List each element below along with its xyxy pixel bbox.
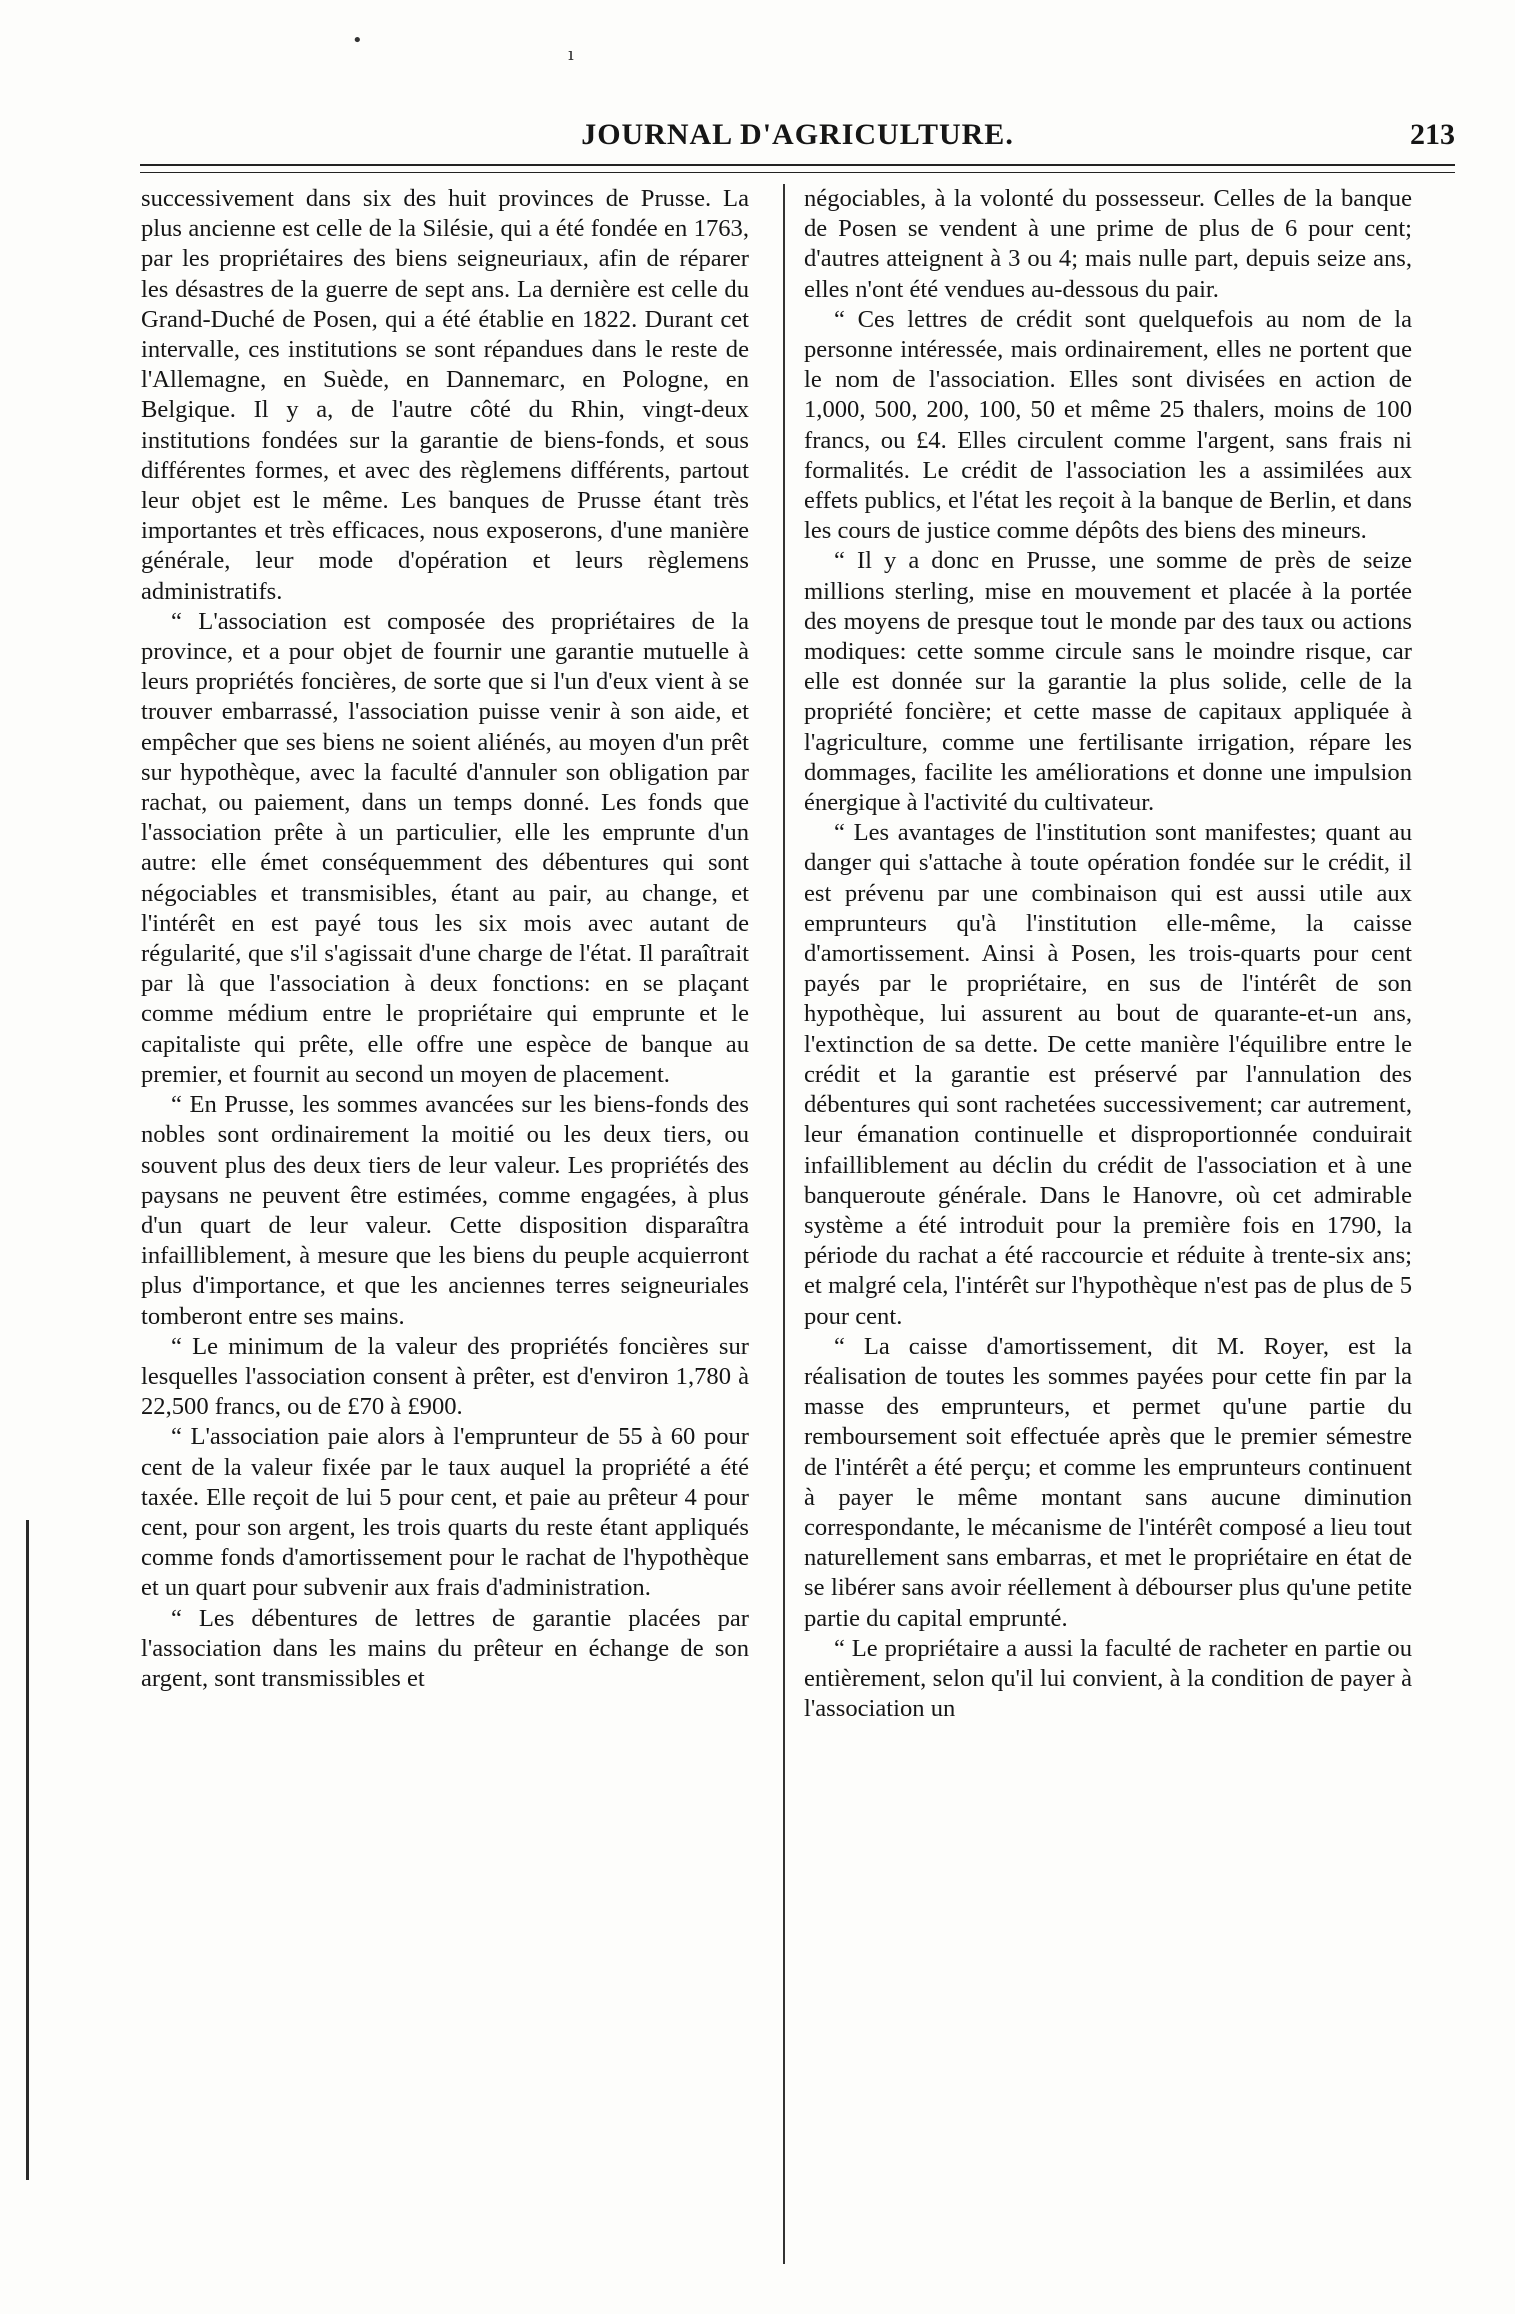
right-paragraph-2: “ Ces lettres de crédit sont quelquefois au nom de la personne intéressée, mais ordinairement, elles ne portent que le nom de l'association. Elles sont divisées en action de 1,000, 500, 200, 100, 50 et même 25 thalers, moins de 100 francs, ou £4. Elles circulent comme l'argent, sans frais ni formalités. Le crédit de l'association les a assimilées aux effets publics, et l'état les reçoit à la banque de Berlin, et dans les cours de justice comme dépôts des biens des mineurs.	[804, 305, 1412, 545]
left-paragraph-6: “ Les débentures de lettres de garantie placées par l'association dans les mains du prêteur en échange de son argent, sont transmissibles et	[141, 1604, 749, 1692]
page-number: 213	[1410, 118, 1455, 151]
header-rule-thin	[140, 172, 1455, 173]
right-paragraph-3: “ Il y a donc en Prusse, une somme de près de seize millions sterling, mise en mouvement et placée à la portée des moyens de presque tout le monde par des taux ou actions modiques: cette somme circule sans le moindre risque, car elle est donnée sur la garantie la plus solide, celle de la propriété foncière; et cette masse de capitaux appliquée à l'agriculture, comme une fertilisante irrigation, répare les dommages, facilite les améliorations et donne une impulsion énergique à l'activité du cultivateur.	[804, 547, 1412, 817]
right-paragraph-5: “ La caisse d'amortissement, dit M. Royer, est la réalisation de toutes les sommes payées pour cette fin par la masse des emprunteurs, et permet qu'une partie du remboursement soit effectuée après que le premier sémestre de l'intérêt a été perçu; et comme les emprunteurs continuent à payer le même montant sans aucune diminution correspondante, le mécanisme de l'intérêt composé a lieu tout naturellement sans embarras, et met le propriétaire en état de se libérer sans avoir réellement à débourser plus qu'une petite partie du capital emprunté.	[804, 1332, 1412, 1632]
column-divider	[783, 184, 785, 2264]
header-rule-thick	[140, 164, 1455, 166]
left-paragraph-4: “ Le minimum de la valeur des propriétés foncières sur lesquelles l'association consent à prêter, est d'environ 1,780 à 22,500 francs, ou de £70 à £900.	[141, 1332, 749, 1421]
ink-speck: ı	[568, 44, 574, 65]
left-paragraph-5: “ L'association paie alors à l'emprunteur de 55 à 60 pour cent de la valeur fixée par le taux auquel la propriété a été taxée. Elle reçoit de lui 5 pour cent, et paie au prêteur 4 pour cent, pour son argent, les trois quarts du reste étant appliqués comme fonds d'amortissement pour le rachat de l'hypothèque et un quart pour subvenir aux frais d'administration.	[141, 1423, 749, 1602]
left-paragraph-1: successivement dans six des huit provinces de Prusse. La plus ancienne est celle de la Silésie, qui a été fondée en 1763, par les propriétaires des biens seigneuriaux, afin de réparer les désastres de la guerre de sept ans. La dernière est celle du Grand-Duché de Posen, qui a été établie en 1822. Durant cet intervalle, ces institutions se sont répandues dans le reste de l'Allemagne, en Suède, en Dannemarc, en Pologne, en Belgique. Il y a, de l'autre côté du Rhin, vingt-deux institutions fondées sur la garantie de biens-fonds, et sous différentes formes, et avec des règlemens différents, partout leur objet est le même. Les banques de Prusse étant très importantes et très efficaces, nous exposerons, d'une manière générale, leur mode d'opération et leurs règlemens administratifs.	[141, 185, 749, 605]
right-paragraph-1: négociables, à la volonté du possesseur. Celles de la banque de Posen se vendent à une prime de plus de 6 pour cent; d'autres atteignent à 3 ou 4; mais nulle part, depuis seize ans, elles n'ont été vendues au-dessous du pair.	[804, 185, 1412, 303]
right-column	[804, 184, 1412, 1724]
journal-title: JOURNAL D'AGRICULTURE.	[581, 118, 1014, 151]
right-paragraph-6: “ Le propriétaire a aussi la faculté de racheter en partie ou entièrement, selon qu'il lui convient, à la condition de payer à l'association un	[804, 1634, 1412, 1723]
left-column	[141, 184, 749, 1694]
right-paragraph-4: “ Les avantages de l'institution sont manifestes; quant au danger qui s'attache à toute opération fondée sur le crédit, il est prévenu par une combinaison qui est aussi utile aux emprunteurs qu'à l'institution elle-même, la caisse d'amortissement. Ainsi à Posen, les trois-quarts pour cent payés par le propriétaire, en sus de l'intérêt de son hypothèque, lui assurent au bout de quarante-et-un ans, l'extinction de sa dette. De cette manière l'équilibre entre le crédit et la garantie est préservé par l'annulation des débentures qui sont rachetées successivement; car autrement, leur émanation continuelle et disproportionnée conduirait infailliblement au déclin du crédit de l'association et à une banqueroute générale. Dans le Hanovre, où cet admirable système a été introduit pour la première fois en 1790, la période du rachat a été raccourcie et réduite à trente-six ans; et malgré cela, l'intérêt sur l'hypothèque n'est pas de plus de 5 pour cent.	[804, 819, 1412, 1330]
running-header	[140, 118, 1455, 166]
ink-speck: •	[352, 30, 363, 51]
left-paragraph-3: “ En Prusse, les sommes avancées sur les biens-fonds des nobles sont ordinairement la moitié ou les deux tiers, ou souvent plus des deux tiers de leur valeur. Les propriétés des paysans ne peuvent être estimées, comme engagées, à plus d'un quart de leur valeur. Cette disposition disparaîtra infailliblement, à mesure que les biens du peuple acquierront plus d'importance, et que les anciennes terres seigneuriales tomberont entre ses mains.	[141, 1091, 749, 1330]
margin-line-mark	[26, 1520, 29, 2180]
left-paragraph-2: “ L'association est composée des propriétaires de la province, et a pour objet de fournir une garantie mutuelle à leurs propriétés foncières, de sorte que si l'un d'eux vient à se trouver embarrassé, l'association puisse venir à son aide, et empêcher que ses biens ne soient aliénés, au moyen d'un prêt sur hypothèque, avec la faculté d'annuler son obligation par rachat, ou paiement, dans un temps donné. Les fonds que l'association prête à un particulier, elle les emprunte d'un autre: elle émet conséquemment des débentures qui sont négociables et transmisibles, étant au pair, au change, et l'intérêt en est payé tous les six mois avec autant de régularité, que s'il s'agissait d'une charge de l'état. Il paraîtrait par là que l'association à deux fonctions: en se plaçant comme médium entre le propriétaire qui emprunte et le capitaliste qui prête, elle offre une espèce de banque au premier, et fournit au second un moyen de placement.	[141, 607, 749, 1088]
